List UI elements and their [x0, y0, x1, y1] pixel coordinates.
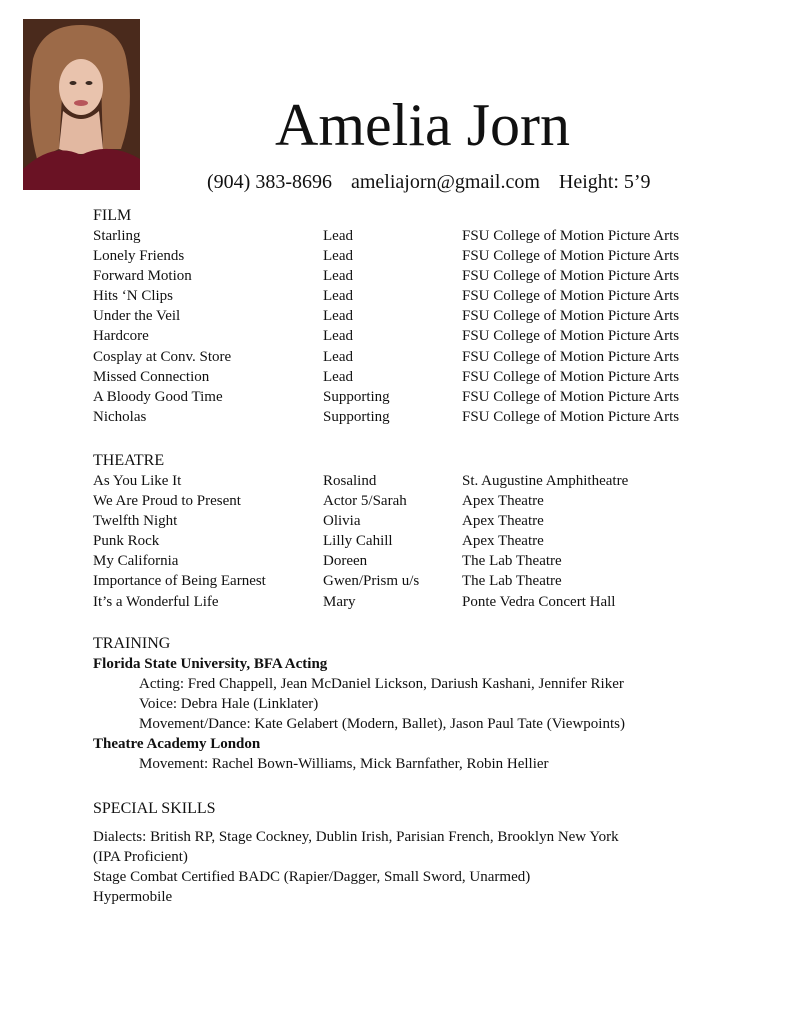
theatre-credit-row [93, 551, 562, 571]
credit-company: FSU College of Motion Picture Arts [462, 388, 680, 405]
theatre-credit-row [93, 471, 629, 491]
training-detail: Voice: Debra Hale (Linklater) [139, 696, 319, 712]
theatre-credit-row [93, 511, 544, 531]
credit-role: Doreen [323, 553, 368, 570]
film-credit-row [93, 226, 680, 246]
credit-company: FSU College of Motion Picture Arts [462, 408, 680, 425]
school-name: Theatre Academy London [93, 736, 261, 752]
credit-title: Forward Motion [93, 268, 192, 285]
credit-role: Lead [323, 328, 353, 345]
credit-title: Hits ‘N Clips [93, 288, 174, 305]
credit-role: Mary [323, 593, 356, 610]
film-credit-row [93, 286, 680, 306]
film-credit-row [93, 387, 680, 407]
credit-company: Apex Theatre [462, 513, 544, 530]
credit-company: Ponte Vedra Concert Hall [462, 593, 616, 610]
credit-role: Lead [323, 288, 353, 305]
credit-title: Nicholas [93, 408, 147, 425]
film-section [93, 206, 680, 427]
credit-company: St. Augustine Amphitheatre [462, 473, 629, 489]
theatre-credits-list [93, 471, 629, 612]
credit-role: Supporting [323, 388, 390, 405]
credit-company: FSU College of Motion Picture Arts [462, 228, 680, 244]
credit-company: FSU College of Motion Picture Arts [462, 248, 680, 265]
credit-title: Hardcore [93, 328, 149, 345]
credit-title: Missed Connection [93, 368, 210, 385]
training-section [93, 634, 625, 774]
credit-company: FSU College of Motion Picture Arts [462, 308, 680, 325]
skill-item: Hypermobile [93, 889, 173, 905]
credit-role: Lead [323, 348, 353, 365]
theatre-section [93, 451, 629, 612]
credit-company: FSU College of Motion Picture Arts [462, 368, 680, 385]
film-credit-row [93, 266, 680, 286]
film-credit-row [93, 347, 680, 367]
credit-company: FSU College of Motion Picture Arts [462, 348, 680, 365]
film-credit-row [93, 306, 680, 326]
credit-company: FSU College of Motion Picture Arts [462, 268, 680, 285]
film-credit-row [93, 407, 680, 427]
film-credits-list [93, 226, 680, 427]
credit-role: Lead [323, 368, 353, 385]
credit-title: Under the Veil [93, 308, 181, 325]
credit-title: Starling [93, 228, 141, 244]
credit-title: It’s a Wonderful Life [93, 593, 219, 610]
credit-company: The Lab Theatre [462, 553, 562, 570]
training-detail: Acting: Fred Chappell, Jean McDaniel Lickson, Dariush Kashani, Jennifer Riker [139, 676, 624, 692]
credit-role: Lead [323, 268, 353, 285]
email-address[interactable]: ameliajorn@gmail.com [350, 171, 540, 193]
credit-role: Rosalind [323, 473, 377, 489]
school-name: Florida State University, BFA Acting [93, 656, 328, 672]
theatre-credit-row [93, 571, 562, 591]
skill-item: Dialects: British RP, Stage Cockney, Dublin Irish, Parisian French, Brooklyn New York [93, 829, 619, 845]
theatre-credit-row [93, 531, 544, 551]
credit-role: Lead [323, 228, 353, 244]
skills-heading: SPECIAL SKILLS [93, 800, 216, 817]
film-credit-row [93, 326, 680, 346]
contact-line [207, 171, 665, 194]
credit-company: FSU College of Motion Picture Arts [462, 328, 680, 345]
credit-company: FSU College of Motion Picture Arts [462, 288, 680, 305]
credit-title: A Bloody Good Time [93, 388, 223, 405]
height: Height: 5’9 [558, 171, 651, 193]
credit-company: The Lab Theatre [462, 573, 562, 590]
film-credit-row [93, 367, 680, 387]
actor-name: Amelia Jorn [275, 92, 570, 158]
credit-role: Lead [323, 308, 353, 325]
skill-item: Stage Combat Certified BADC (Rapier/Dagger, Small Sword, Unarmed) [93, 869, 531, 885]
film-heading: FILM [93, 207, 132, 224]
film-credit-row [93, 246, 680, 266]
training-heading: TRAINING [93, 635, 171, 652]
credit-company: Apex Theatre [462, 493, 544, 510]
credit-role: Lilly Cahill [323, 533, 393, 550]
credit-role: Olivia [323, 513, 361, 530]
phone-number[interactable]: (904) 383-8696 [207, 171, 332, 193]
credit-title: Twelfth Night [93, 513, 178, 530]
credit-role: Gwen/Prism u/s [323, 573, 420, 590]
training-detail: Movement: Rachel Bown-Williams, Mick Barnfather, Robin Hellier [139, 756, 549, 772]
theatre-credit-row [93, 491, 544, 511]
credit-title: As You Like It [93, 473, 182, 489]
training-detail: Movement/Dance: Kate Gelabert (Modern, Ballet), Jason Paul Tate (Viewpoints) [139, 716, 625, 732]
skill-item: (IPA Proficient) [93, 849, 188, 865]
credit-company: Apex Theatre [462, 533, 544, 550]
skills-section [93, 799, 619, 907]
credit-title: Cosplay at Conv. Store [93, 348, 232, 365]
credit-role: Lead [323, 248, 353, 265]
credit-role: Supporting [323, 408, 390, 425]
credit-title: Lonely Friends [93, 248, 185, 265]
credit-title: My California [93, 553, 179, 570]
credit-role: Actor 5/Sarah [323, 493, 407, 510]
theatre-credit-row [93, 592, 616, 612]
credit-title: Punk Rock [93, 533, 160, 550]
credit-title: Importance of Being Earnest [93, 573, 266, 590]
theatre-heading: THEATRE [93, 452, 165, 469]
credit-title: We Are Proud to Present [93, 493, 241, 510]
